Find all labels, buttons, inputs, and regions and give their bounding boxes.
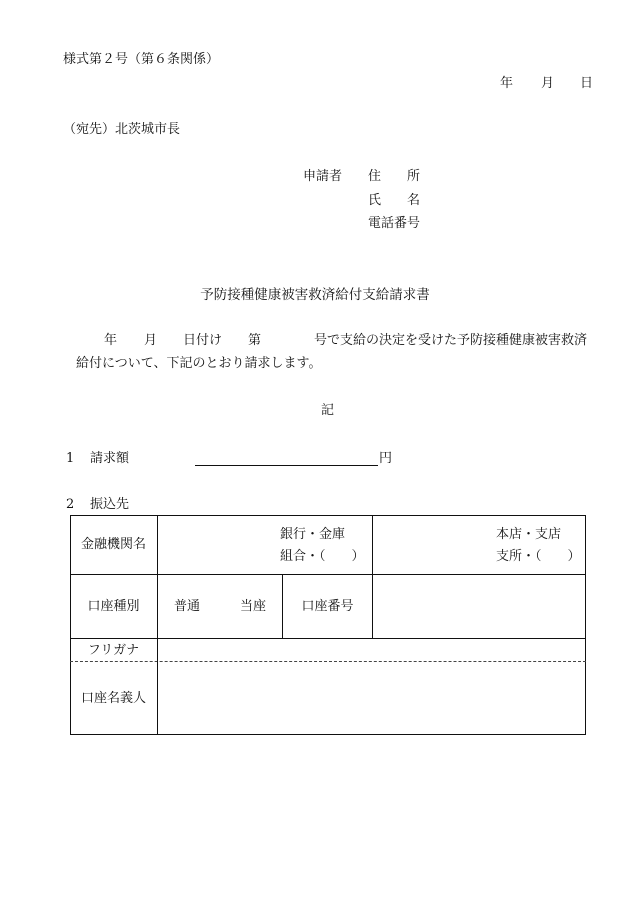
account-type-current[interactable]: 当座	[240, 599, 267, 614]
item1-unit: 円	[379, 451, 393, 466]
applicant-address-label: 住 所	[368, 169, 421, 184]
account-type-label: 口座種別	[87, 599, 140, 614]
addressee: （宛先）北茨城市長	[63, 122, 181, 137]
account-type-ordinary[interactable]: 普通	[174, 599, 201, 614]
body-line2: 給付について、下記のとおり請求します。	[76, 356, 322, 371]
account-number-label: 口座番号	[301, 599, 354, 614]
body-line1-rest: 号で支給の決定を受けた予防接種健康被害救済	[314, 333, 588, 348]
applicant-name-label: 氏 名	[368, 193, 421, 208]
account-holder-field[interactable]	[158, 662, 585, 734]
form-number: 様式第２号（第６条関係）	[63, 52, 220, 67]
table-border-bottom	[70, 734, 586, 735]
body-number-prefix: 第	[248, 333, 262, 348]
item1-number: 1	[66, 451, 75, 466]
body-month: 月	[144, 333, 158, 348]
account-number-field[interactable]	[373, 575, 585, 638]
body-dated: 日付け	[183, 333, 223, 348]
furigana-field[interactable]	[158, 639, 585, 661]
applicant-phone-label: 電話番号	[368, 216, 421, 231]
item2-label: 振込先	[90, 497, 130, 512]
bank-transfer-table	[70, 515, 586, 735]
bank-options[interactable]: 銀行・金庫	[280, 527, 346, 542]
item2-number: 2	[66, 497, 75, 512]
table-border-right	[585, 515, 586, 735]
ki-heading: 記	[321, 403, 335, 418]
date-year-label: 年	[500, 76, 514, 91]
body-year: 年	[104, 333, 118, 348]
branch-options[interactable]: 本店・支店	[496, 527, 562, 542]
date-day-label: 日	[580, 76, 594, 91]
document-title: 予防接種健康被害救済給付支給請求書	[200, 287, 430, 303]
account-holder-label: 口座名義人	[80, 690, 146, 706]
item1-label: 請求額	[90, 451, 130, 466]
claim-amount-line[interactable]	[195, 465, 378, 466]
applicant-label: 申請者	[303, 169, 343, 184]
furigana-label: フリガナ	[87, 642, 140, 658]
sub-branch-options[interactable]: 支所・（ ）	[496, 549, 581, 564]
date-month-label: 月	[541, 76, 555, 91]
union-options[interactable]: 組合・（ ）	[280, 549, 365, 564]
institution-label: 金融機関名	[80, 537, 146, 552]
